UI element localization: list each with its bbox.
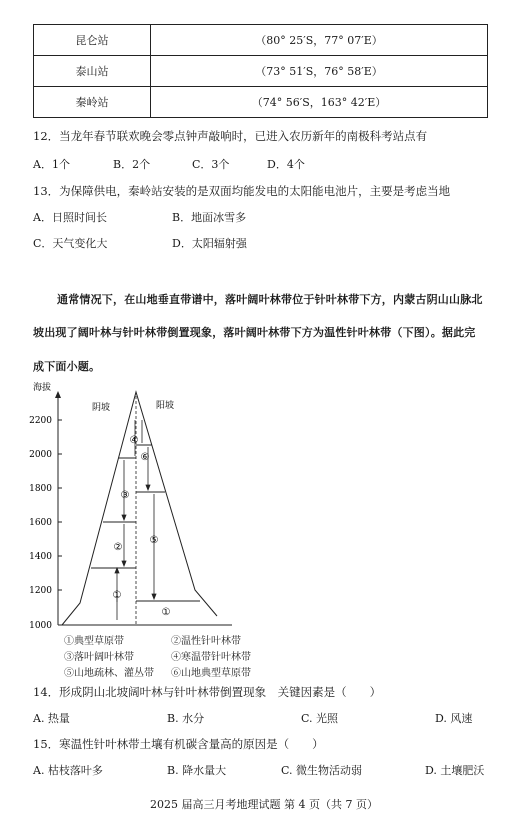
intro-line-3: 成下面小题。 — [33, 360, 101, 373]
y-axis-arrow — [55, 391, 61, 398]
zone-number: ④ — [129, 435, 139, 446]
q15-option-a: A. 枯枝落叶多 — [33, 764, 103, 777]
table-row — [34, 56, 488, 87]
zone-number: ② — [113, 542, 123, 553]
table-row — [34, 25, 488, 56]
vegetation-zone-diagram — [0, 376, 528, 676]
y-tick-label: 2000 — [29, 450, 52, 460]
legend-item: ③落叶阔叶林带 — [64, 652, 134, 663]
y-tick-label: 1400 — [29, 552, 52, 562]
station-coord: （73° 51′S，76° 58′E） — [151, 56, 488, 87]
legend-item: ④寒温带针叶林带 — [171, 652, 251, 663]
y-tick-label: 1800 — [29, 484, 52, 494]
q12-option-c: C．3个 — [192, 158, 230, 171]
station-name: 秦岭站 — [34, 87, 151, 118]
zone-number: ⑥ — [140, 452, 150, 463]
q14-option-a: A. 热量 — [33, 712, 70, 725]
station-coord: （80° 25′S，77° 07′E） — [151, 25, 488, 56]
zone-number: ③ — [120, 490, 130, 501]
zone-number: ① — [112, 590, 122, 601]
zone-number: ⑤ — [149, 535, 159, 546]
legend-item: ①典型草原带 — [64, 636, 124, 647]
question-15: 15．寒温性针叶林带土壤有机碳含量高的原因是（ ） — [33, 737, 324, 751]
question-13: 13．为保障供电，秦岭站安装的是双面均能发电的太阳能电池片，主要是考虑当地 — [33, 184, 451, 198]
legend-item: ⑤山地疏林、灌丛带 — [64, 668, 154, 679]
q14-option-b: B. 水分 — [167, 712, 205, 725]
q12-option-b: B．2个 — [113, 158, 151, 171]
sunny-slope-label: 阳坡 — [156, 401, 175, 411]
q15-option-c: C. 微生物活动弱 — [281, 764, 363, 777]
q13-option-d: D．太阳辐射强 — [172, 237, 247, 250]
intro-line-2: 坡出现了阔叶林与针叶林带倒置现象，落叶阔叶林带下方为温性针叶林带（下图）。据此完 — [33, 326, 476, 339]
station-name: 昆仑站 — [34, 25, 151, 56]
legend-item: ⑥山地典型草原带 — [171, 668, 251, 679]
page-footer: 2025 届高三月考地理试题 第 4 页（共 7 页） — [150, 798, 378, 811]
legend-item: ②温性针叶林带 — [171, 636, 241, 647]
q15-option-d: D. 土壤肥沃 — [425, 764, 485, 777]
q12-option-d: D．4个 — [267, 158, 305, 171]
q14-option-c: C. 光照 — [301, 712, 339, 725]
y-tick-label: 2200 — [29, 416, 52, 426]
table-row — [34, 87, 488, 118]
question-12: 12．当龙年春节联欢晚会零点钟声敲响时，已进入农历新年的南极科考站点有 — [33, 129, 428, 143]
q13-option-a: A．日照时间长 — [33, 211, 107, 224]
q13-option-c: C．天气变化大 — [33, 237, 108, 250]
question-14: 14．形成阴山北坡阔叶林与针叶林带倒置现象 关键因素是（ ） — [33, 685, 382, 699]
station-coord: （74° 56′S，163° 42′E） — [151, 87, 488, 118]
q12-option-a: A．1个 — [33, 158, 70, 171]
zone-number: ① — [161, 607, 171, 618]
intro-line-1: 通常情况下，在山地垂直带谱中，落叶阔叶林带位于针叶林带下方，内蒙古阴山山脉北 — [57, 293, 483, 306]
mountain-outline — [62, 392, 217, 625]
y-tick-label: 1000 — [29, 621, 52, 631]
q15-option-b: B. 降水量大 — [167, 764, 227, 777]
station-table — [33, 24, 488, 118]
y-tick-label: 1600 — [29, 518, 52, 528]
y-tick-label: 1200 — [29, 586, 52, 596]
q13-option-b: B．地面冰雪多 — [172, 211, 247, 224]
station-name: 泰山站 — [34, 56, 151, 87]
shady-slope-label: 阴坡 — [92, 403, 111, 413]
q14-option-d: D. 风速 — [435, 712, 473, 725]
y-axis-label: 海拔 — [33, 383, 52, 393]
